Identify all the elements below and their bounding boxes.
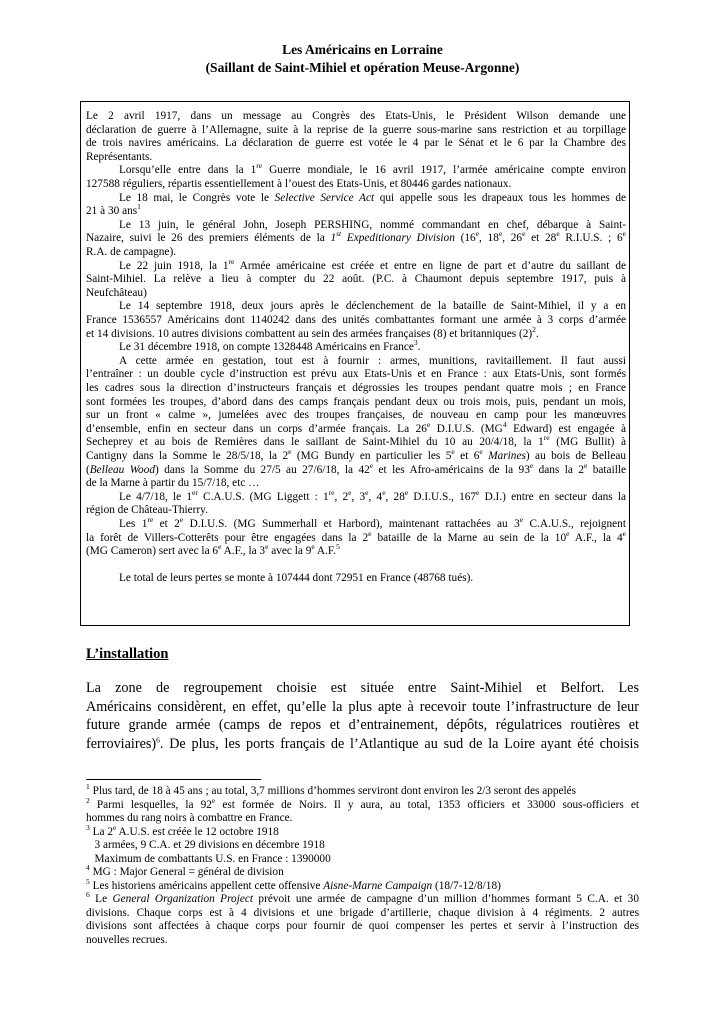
box-text-line: et 14 divisions. 10 autres divisions combattent au sein des armées françaises (8) et britanniques $(2)^2$. [86,324,539,340]
footnote-line: divisions. Chaque corps est à 4 divisions et une brigade d’artillerie, chaque division à 4 régiments. 2 autres [86,906,639,919]
box-text-line: les cadres sous la direction d’instructeurs français et dégrossies les troupes pendant quatre mois ; en France [86,382,626,394]
box-text-line: l’entraîner : un double cycle d’instruction est prévu aux Etats-Unis et en France : aux Etats-Unis, sont formés [86,368,626,381]
box-text-line: Lorsqu’elle entre dans la 1re Guerre mondiale, le 16 avril 1917, l’armée américaine compte environ [119,161,626,177]
box-text-line: déclaration de guerre à l’Allemagne, suite à la reprise de la guerre sous-marine sans restriction et au torpillage [86,123,626,136]
body-text-line: ferroviaires)$^6$. De plus, les ports français de l’Atlantique au sud de la Loire ayant été choisis [86,734,639,752]
box-text-line: Le 18 mai, le Congrès vote le Selective Service Act qui appelle sous les drapeaux tous les hommes de [119,191,627,204]
box-text-line: A cette armée en gestation, tout est à fournir : armes, munitions, ravitaillement. Il faut aussi [119,354,626,367]
box-text-line: R.A. de campagne). [86,246,177,258]
box-text-line: Le 31 décembre 1918, on compte 1328448 Américains en France$^3$. [119,338,421,354]
box-text-line: sur un front « calme », jumelées avec des troupes françaises, de nouveau en camp pour les manœuvres [86,409,626,422]
box-text-line: France 1536557 Américains dont 1140242 dans des unités combattantes formant une armée à 3 corps d’armée [86,314,626,326]
footnote-line: divisions sont affectées à chaque corps pour fournir de quoi compenser les pertes et servir à l’instruction des [86,920,639,932]
box-text-line: Cantigny dans la Somme le 28/5/18, la 2e (MG Bundy en particulier les 5e et 6e Marines) au bois de Belleau [86,447,626,462]
box-text-line: de trois navires américains. La déclaration de guerre est votée le 4 par le Sénat et le 6 par la Chambre des [86,137,626,150]
box-text-line: Les 1re et 2e D.I.U.S. (MG Summerhall et Harbord), maintenant rattachées au 3e C.A.U.S., rejoignent [119,515,626,530]
body-text-line: La zone de regroupement choisie est située entre Saint-Mihiel et Belfort. Les [86,680,639,696]
section-heading: L’installation [86,646,169,662]
box-text-line: Saint-Mihiel. La relève a lieu à compter du 22 août. (P.C. à Chaumont depuis septembre 1917, puis à [86,273,626,286]
box-text-line: de la Marne à partir du 15/7/18, etc … [86,477,260,490]
footnote-separator [86,779,261,780]
footnote-line: Maximum de combattants U.S. en France : 1390000 [86,852,331,865]
footnote-line: $^4$ MG : Major General = général de division [86,863,284,878]
footnote-line: $^2$ Parmi lesquelles, la 92e est formée de Noirs. Il y aura, au total, 1353 officiers et 33000 sous-officiers et [86,795,639,811]
box-text-line: Le 13 juin, le général John, Joseph PERSHING, nommé commandant en chef, débarque à Saint- [119,218,626,231]
box-text-line: (MG Cameron) sert avec la 6e A.F., la 3e avec la 9e A.F.$^5$ [86,542,340,558]
box-text-line: Le 14 septembre 1918, deux jours après le déclenchement de la bataille de Saint-Mihiel, il y a en [119,300,626,313]
document-title: Les Américains en Lorraine [282,42,443,57]
document-subtitle: (Saillant de Saint-Mihiel et opération Meuse-Argonne) [205,60,520,75]
box-text-line: la forêt de Villers-Cotterêts pour être engagées dans la 2e bataille de la Marne au sein de la 10e A.F., la 4e [86,528,627,544]
box-text-line: (Belleau Wood) dans la Somme du 27/5 au 27/6/18, la 42e et les Afro-américains de la 93e dans la 2e bataille [86,460,626,476]
footnote-line: $^6$ Le General Organization Project prévoit une armée de campagne d’un million d’hommes formant 5 C.A. et 30 [86,890,639,905]
box-text-line: Nazaire, suivi le 26 des premiers éléments de la 1st Expeditionary Division (16e, 18e, 26e et 28e R.I.U.S. ; 6e [86,229,627,245]
footnote-line: $^3$ La 2e A.U.S. est créée le 12 octobre 1918 [86,822,279,838]
box-text-line: Le total de leurs pertes se monte à 107444 dont 72951 en France (48768 tués). [119,572,474,585]
footnote-line: $^5$ Les historiens américains appellent cette offensive Aisne-Marne Campaign (18/7-12/8/18) [86,876,501,892]
body-text-line: Américains considèrent, en effet, qu’elle la plus apte à recevoir toute l’infrastructure de leur [86,698,639,715]
footnote-line: 3 armées, 9 C.A. et 29 divisions en décembre 1918 [86,839,325,851]
box-text-line: sont formées les troupes, d’abord dans des camps français pendant deux ou trois mois, puis, pendant un mois, [86,395,626,408]
box-text-line: 127588 réguliers, répartis essentiellement à l’ouest des Etats-Unis, et 80446 gardes nationaux. [86,178,512,190]
box-text-line: 21 à 30 ans$^1$ [86,202,141,218]
body-text-line: future grande armée (camps de repos et d’entrainement, dépôts, régulatrices routières et [86,717,639,733]
box-text-line: Neufchâteau) [86,286,147,299]
box-text-line: Le 2 avril 1917, dans un message au Congrès des Etats-Unis, le Président Wilson demande une [86,110,626,122]
footnote-line: nouvelles recrues. [86,933,168,946]
box-text-line: d’ensemble, enfin en secteur dans un corps d’armée français. La 26e D.I.U.S. ($MG^4$ Edward) est engagée à [86,420,626,435]
footnote-line: hommes du rang noirs à combattre en France. [86,812,293,824]
box-text-line: Le 4/7/18, le 1er C.A.U.S. (MG Liggett : 1re, 2e, 3e, 4e, 28e D.I.U.S., 167e D.I.) entre en secteur dans la [119,488,626,503]
box-text-line: Le 22 juin 1918, la 1re Armée américaine est créée et entre en ligne de part et d’autre du saillant de [119,256,626,272]
box-text-line: région de Château-Thierry. [86,504,208,517]
box-text-line: Secheprey et au bois de Remières dans le saillant de Saint-Mihiel du 10 au 20/4/18, la 1re (MG Bullit) à [86,433,626,449]
box-text-line: Représentants. [86,150,153,163]
footnote-line: $^1$ Plus tard, de 18 à 45 ans ; au total, 3,7 millions d’hommes serviront dont environ les 2/3 seront des appelés [86,782,577,797]
